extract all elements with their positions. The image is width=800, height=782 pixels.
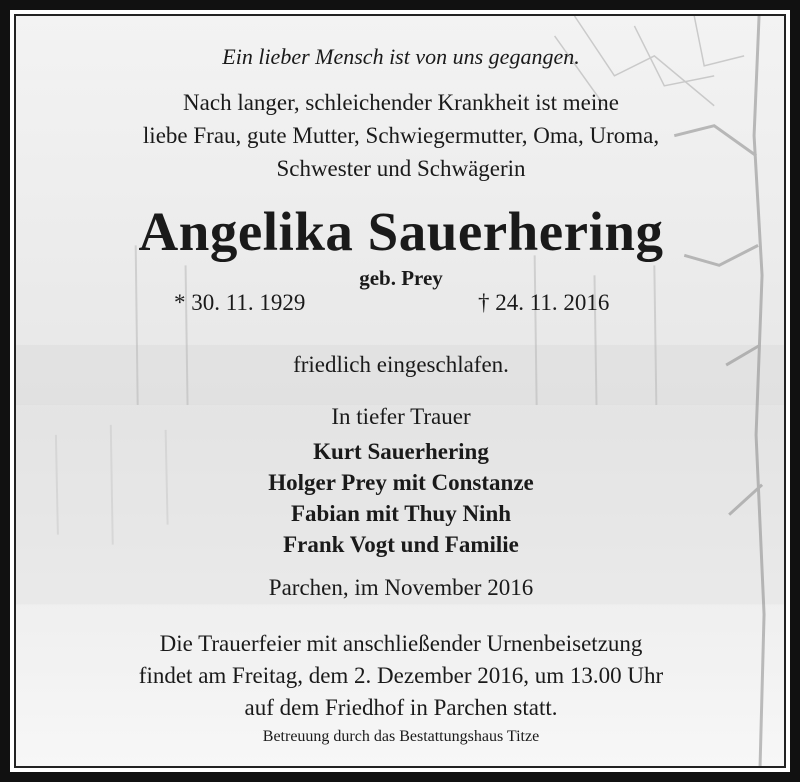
intro-line: Ein lieber Mensch ist von uns gegangen. [222, 44, 580, 69]
mourner-entry: Fabian mit Thuy Ninh [290, 501, 512, 526]
service-line: findet am Freitag, dem 2. Dezember 2016, um 13.00 Uhr [138, 663, 664, 688]
notice-panel [14, 14, 786, 768]
death-date: † 24. 11. 2016 [478, 290, 610, 315]
mourners-list [16, 436, 786, 560]
announcement-line: liebe Frau, gute Mutter, Schwiegermutter, Oma, Uroma, [142, 123, 660, 148]
maiden-name: geb. Prey [359, 266, 443, 290]
mourner-entry: Frank Vogt und Familie [283, 532, 519, 557]
mourning-intro: In tiefer Trauer [331, 404, 471, 429]
service-line: auf dem Friedhof in Parchen statt. [244, 695, 558, 720]
passed-away-text: friedlich eingeschlafen. [293, 352, 509, 377]
mourner-entry: Kurt Sauerhering [313, 439, 489, 464]
undertaker-credit: Betreuung durch das Bestattungshaus Titze [262, 728, 540, 745]
service-line: Die Trauerfeier mit anschließender Urnenbeisetzung [159, 631, 643, 656]
announcement-line: Nach langer, schleichender Krankheit ist meine [183, 90, 619, 115]
announcement-line: Schwester und Schwägerin [276, 156, 526, 181]
birth-date: * 30. 11. 1929 [174, 290, 306, 315]
place-and-date: Parchen, im November 2016 [268, 575, 534, 600]
life-dates [16, 290, 786, 324]
mourner-entry: Holger Prey mit Constanze [268, 470, 534, 495]
deceased-name: Angelika Sauerhering [138, 201, 664, 262]
funeral-service-info [16, 628, 786, 724]
announcement-paragraph [16, 86, 786, 185]
